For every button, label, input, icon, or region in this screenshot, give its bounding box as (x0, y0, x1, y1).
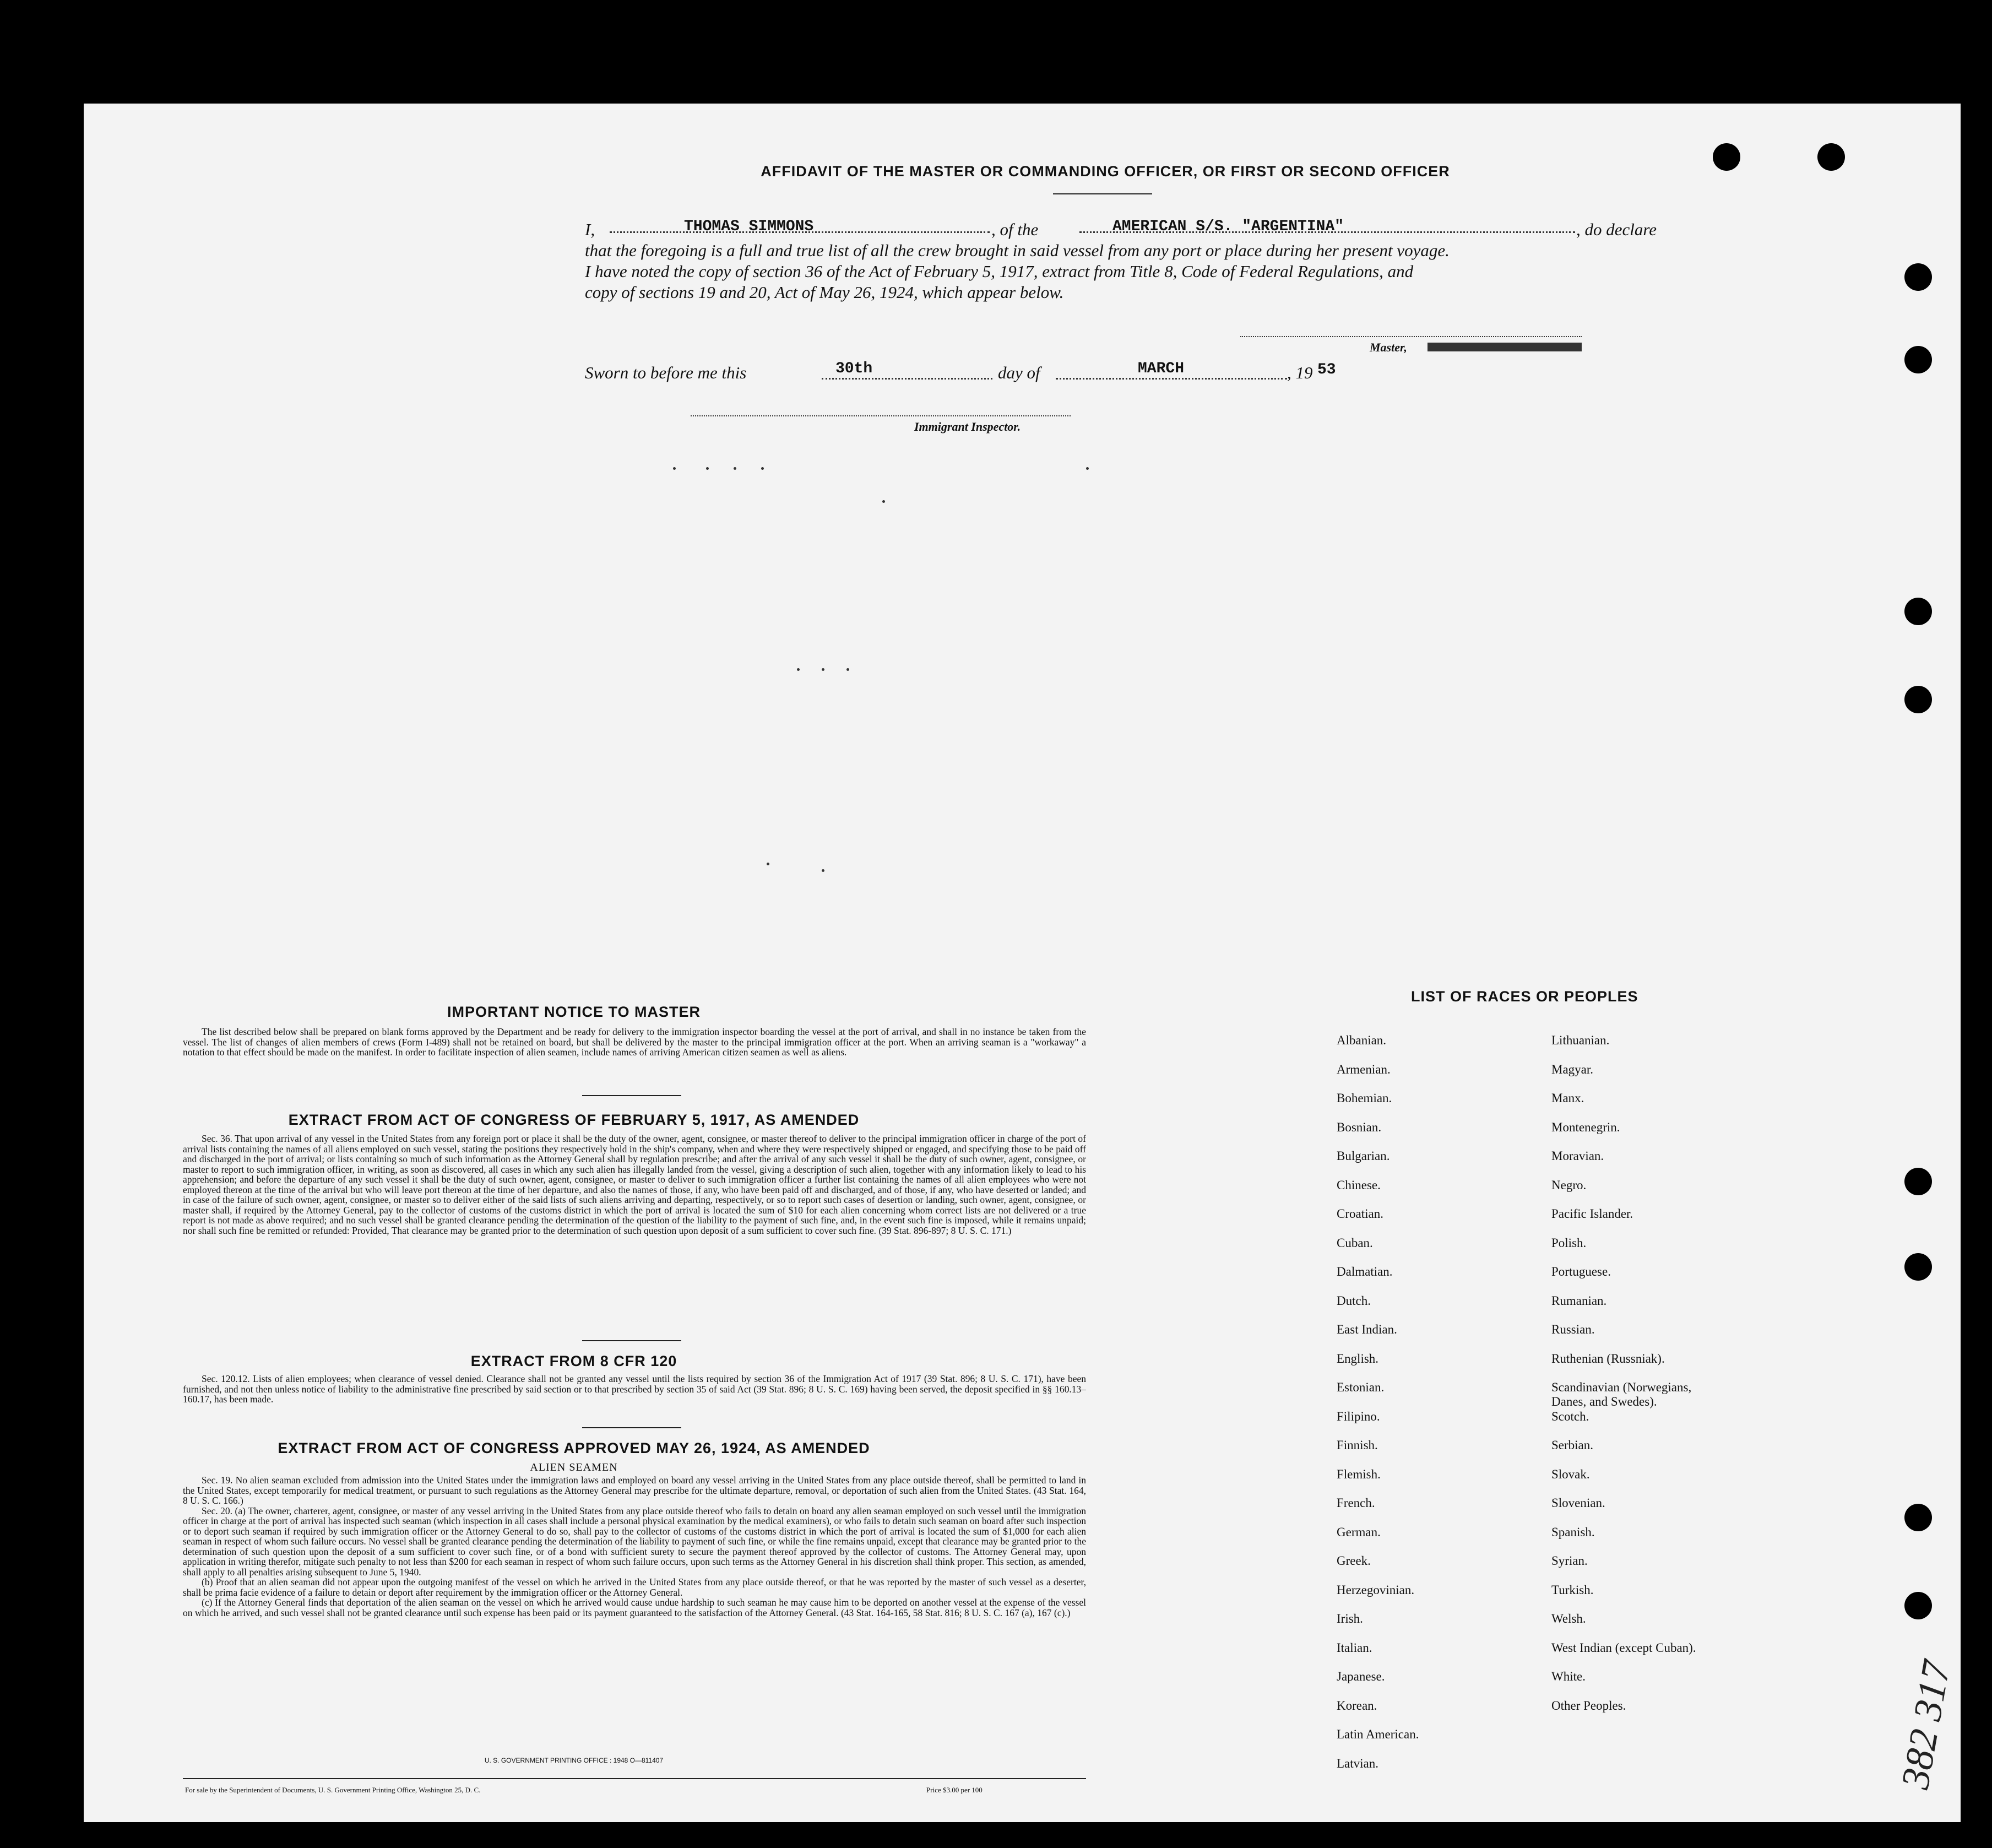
race-list-item: Negro. (1551, 1178, 1587, 1192)
punch-hole (1904, 1168, 1932, 1195)
extract-cfr-paragraph: Sec. 120.12. Lists of alien employees; when clearance of vessel denied. Clearance shall not be granted any vessel until the lists required by section 36 of the Immigration Act of 1917 (39 Stat. 896; 8 U. S. C. 171), have been furnished, and not then unless notice of liability to the administrative fine prescribed by said section or to that prescribed by section 35 of said Act (39 Stat. 896; 8 U. S. C. 169) having been served, the deposit specified in §§ 160.13–160.17, has been made. (183, 1373, 1086, 1405)
speck (822, 869, 824, 872)
sworn-label: Sworn to before me this (585, 363, 747, 382)
punch-hole (1904, 1592, 1932, 1619)
race-list-item: Slovak. (1551, 1467, 1590, 1481)
race-list-item: Welsh. (1551, 1612, 1586, 1625)
race-list-item: Portuguese. (1551, 1265, 1611, 1278)
punch-hole (1904, 1504, 1932, 1531)
race-list-item: Greek. (1337, 1554, 1371, 1568)
section-divider (582, 1340, 681, 1341)
speck (846, 668, 849, 671)
race-list-item: West Indian (except Cuban). (1551, 1640, 1696, 1655)
punch-hole (1904, 598, 1932, 625)
race-list-item: Japanese. (1337, 1670, 1385, 1683)
speck (761, 467, 764, 470)
race-list-item: Moravian. (1551, 1149, 1604, 1163)
speck (797, 668, 800, 671)
speck (767, 863, 769, 865)
notice-title: IMPORTANT NOTICE TO MASTER (447, 1004, 701, 1020)
notice-text (183, 1027, 1086, 1058)
race-list-item: Bosnian. (1337, 1120, 1382, 1134)
footer-price: Price $3.00 per 100 (926, 1786, 983, 1794)
speck (734, 467, 736, 470)
race-list-item: Montenegrin. (1551, 1120, 1620, 1134)
printing-office-line: U. S. GOVERNMENT PRINTING OFFICE : 1948 O—811407 (484, 1757, 664, 1764)
year-value: 53 (1317, 361, 1336, 378)
race-list-item: Bohemian. (1337, 1091, 1392, 1105)
punch-hole (1904, 1253, 1932, 1281)
extract-1917-text (183, 1134, 1086, 1235)
punch-hole (1817, 143, 1845, 171)
race-list-item: Scotch. (1551, 1409, 1589, 1423)
race-list-item: Dalmatian. (1337, 1265, 1393, 1278)
sec-20c-paragraph: (c) If the Attorney General finds that deportation of the alien seaman on the vessel on which he arrived would cause undue hardship to such seaman he may cause him to be deported on another vessel at the expense of the vessel on which he arrived, and such vessel shall not be granted clearance until such expense has been paid or its payment guaranteed to the satisfaction of the Attorney General. (43 Stat. 164-165, 58 Stat. 816; 8 U. S. C. 167 (a), 167 (c).) (183, 1597, 1086, 1618)
punch-hole (1904, 346, 1932, 373)
race-list-item: Croatian. (1337, 1207, 1383, 1221)
speck (882, 500, 885, 503)
year-prefix: , 19 (1287, 363, 1313, 382)
speck (1086, 467, 1089, 470)
race-list-item: Slovenian. (1551, 1496, 1605, 1510)
race-list-item: Polish. (1551, 1235, 1587, 1250)
race-list-item: Albanian. (1337, 1033, 1387, 1047)
race-list-item: Estonian. (1337, 1380, 1385, 1394)
race-list-item: Irish. (1337, 1612, 1363, 1625)
race-list-item: Dutch. (1337, 1293, 1371, 1308)
race-list-item: English. (1337, 1351, 1379, 1365)
master-signature-line (1240, 336, 1582, 337)
sec-19-paragraph: Sec. 19. No alien seaman excluded from admission into the United States under the immigration laws and employed on board any vessel arriving in the United States from any place outside thereof, shall be permitted to land in the United States, except temporarily for medical treatment, or pursuant to such regulations as the Attorney General may prescribe for the ultimate departure, removal, or deportation of such alien from the United States. (43 Stat. 164, 8 U. S. C. 166.) (183, 1475, 1086, 1506)
notice-paragraph: The list described below shall be prepared on blank forms approved by the Department and be ready for delivery to the immigration inspector boarding the vessel at the port of arrival, and shall in no instance be taken from the vessel. The list of changes of alien members of crews (Form I-489) shall not be retained on board, but shall be delivered by the master to the principal immigration officer at the port. When an arriving seaman is a "workaway" a notation to that effect should be made on the manifest. In order to facilitate inspection of alien seamen, include names of arriving American citizen seamen as well as aliens. (183, 1026, 1086, 1058)
race-list-item: Lithuanian. (1551, 1033, 1610, 1047)
race-list-item: Finnish. (1337, 1438, 1378, 1452)
handwritten-margin-note: 382 317 (1892, 1657, 1959, 1792)
speck (822, 668, 824, 671)
race-list-item: Magyar. (1551, 1062, 1594, 1076)
day-of-label: day of (998, 363, 1040, 382)
sec-20b-paragraph: (b) Proof that an alien seaman did not appear upon the outgoing manifest of the vessel on which he arrived in the United States from any place outside thereof, or that he was reported by the master of such vessel as a deserter, shall be prima facie evidence of a failure to detain or deport after requirement by the immigration officer or the Attorney General. (183, 1576, 1086, 1598)
race-list-item: Manx. (1551, 1091, 1584, 1105)
race-list-item: Turkish. (1551, 1583, 1594, 1597)
vessel-name-value: AMERICAN S/S. "ARGENTINA" (1112, 218, 1344, 235)
footer-sale-note: For sale by the Superintendent of Documents, U. S. Government Printing Office, Washington 25, D. C. (185, 1786, 481, 1794)
affidavit-title: AFFIDAVIT OF THE MASTER OR COMMANDING OFFICER, OR FIRST OR SECOND OFFICER (761, 163, 1450, 180)
races-title: LIST OF RACES OR PEOPLES (1411, 988, 1638, 1005)
extract-1924-text (183, 1475, 1086, 1618)
race-list-item: Rumanian. (1551, 1293, 1607, 1308)
punch-hole (1904, 686, 1932, 713)
day-field-line (822, 378, 992, 380)
race-list-item: Ruthenian (Russniak). (1551, 1351, 1665, 1365)
race-list-item: Flemish. (1337, 1467, 1381, 1481)
race-list-item: Scandinavian (Norwegians, (1551, 1380, 1692, 1394)
race-list-item: Bulgarian. (1337, 1149, 1390, 1163)
race-list-item: Korean. (1337, 1698, 1377, 1712)
race-list-item: Herzegovinian. (1337, 1583, 1415, 1597)
extract-cfr-title: EXTRACT FROM 8 CFR 120 (470, 1353, 677, 1369)
section-divider (582, 1095, 681, 1096)
race-list-item: Spanish. (1551, 1525, 1595, 1539)
struck-out-title (1427, 343, 1582, 351)
extract-1924-title: EXTRACT FROM ACT OF CONGRESS APPROVED MAY 26, 1924, AS AMENDED (278, 1440, 870, 1456)
race-list-item: Serbian. (1551, 1438, 1594, 1452)
title-rule (1053, 193, 1152, 194)
race-list-item: German. (1337, 1525, 1381, 1539)
race-list-item: Danes, and Swedes). (1551, 1395, 1657, 1408)
alien-seamen-subtitle: ALIEN SEAMEN (530, 1461, 618, 1473)
declaration-line-2: that the foregoing is a full and true list of all the crew brought in said vessel from any port or place during her present voyage. (585, 241, 1450, 260)
footer-rule (183, 1778, 1086, 1779)
master-name-value: THOMAS SIMMONS (684, 218, 814, 235)
race-list-item: Filipino. (1337, 1409, 1380, 1423)
race-list-item: East Indian. (1337, 1323, 1397, 1336)
section-divider (582, 1427, 681, 1428)
race-list-item: Latvian. (1337, 1756, 1378, 1770)
speck (706, 467, 709, 470)
extract-1917-title: EXTRACT FROM ACT OF CONGRESS OF FEBRUARY 5, 1917, AS AMENDED (288, 1112, 860, 1128)
race-list-item: Latin American. (1337, 1727, 1419, 1741)
race-list-item: Chinese. (1337, 1178, 1381, 1192)
day-value: 30th (835, 360, 873, 377)
punch-hole (1713, 143, 1740, 171)
of-the-label: , of the (991, 220, 1039, 239)
race-list-item: Italian. (1337, 1640, 1372, 1655)
punch-hole (1904, 263, 1932, 291)
race-list-item: White. (1551, 1670, 1586, 1683)
race-list-item: Russian. (1551, 1323, 1595, 1336)
sec-20a-paragraph: Sec. 20. (a) The owner, charterer, agent, consignee, or master of any vessel arriving in the United States from any place outside thereof who fails to detain on board any alien seaman employed on such vessel until the immigration officer in charge at the port of arrival has inspected such seaman (which inspection in all cases shall include a personal physical examination by the medical examiners), or who fails to detain such seaman on board after such inspection or to deport such seaman if required by such immigration officer or the Attorney General to do so, shall pay to the collector of customs of the customs district in which the port of arrival is located the sum of $1,000 for each alien seaman in respect of whom such failure occurs. No vessel shall be granted clearance pending the determination of the liability to payment of such fine, or while the fine remains unpaid, except that clearance may be granted prior to the determination of such question upon the deposit of a sum sufficient to cover such fine, or of a bond with sufficient surety to secure the payment thereof approved by the collector of customs. The Attorney General may, upon application in writing therefor, mitigate such penalty to not less than $200 for each seaman in respect of whom such failure occurs, upon such terms as the Attorney General in his discretion shall think proper. This section, as amended, shall apply to all penalties arising subsequent to June 5, 1940. (183, 1505, 1086, 1578)
master-label: Master, (1370, 340, 1407, 354)
inspector-signature-line (691, 415, 1071, 416)
race-list-item: Pacific Islander. (1551, 1207, 1633, 1221)
declaration-line-3: I have noted the copy of section 36 of the Act of February 5, 1917, extract from Title 8, Code of Federal Regulations, and (585, 262, 1414, 281)
race-list-item: Syrian. (1551, 1554, 1588, 1568)
race-list-item: Other Peoples. (1551, 1698, 1626, 1712)
extract-1917-paragraph: Sec. 36. That upon arrival of any vessel in the United States from any foreign port or place it shall be the duty of the owner, agent, consignee, or master thereof to deliver to the principal immigration officer in charge of the port of arrival lists containing the names of all aliens employed on such vessel, stating the positions they respectively hold in the ship's company, when and where they were respectively shipped or engaged, and specifying those to be paid off and discharged in the port of arrival; or lists containing so much of such information as the Attorney General shall by regulation prescribe; and after the arrival of any such vessel it shall be the duty of such owner, agent, consignee, or master to report to such immigration officer, in writing, as soon as discovered, all cases in which any such alien has illegally landed from the vessel, giving a description of such alien, together with any information likely to lead to his apprehension; and before the departure of any such vessel it shall be the duty of such owner, agent, consignee, or master to deliver to such immigration officer a further list containing the names of all alien employees who were not employed thereon at the time of the arrival but who will leave port thereon at the time of her departure, and also the names of those, if any, who have been paid off and discharged, and of those, if any, who have deserted or landed; and in case of the failure of such owner, agent, consignee, or master so to deliver either of the said lists of such aliens arriving and departing, respectively, or so to report such cases of desertion or landing, such owner, agent, consignee, or master shall, if required by the Attorney General, pay to the collector of customs of the customs district in which the port of arrival is located the sum of $10 for each alien concerning whom correct lists are not delivered or a true report is not made as above required; and no such vessel shall be granted clearance pending the determination of the question of the liability to the payment of such fine, and, in the event such fine is imposed, while it remains unpaid; nor shall such fine be remitted or refunded: Provided, That clearance may be granted prior to the determination of such question upon deposit of a sum sufficient to cover such fine. (39 Stat. 896-897; 8 U. S. C. 171.) (183, 1133, 1086, 1236)
do-declare-label: , do declare (1576, 220, 1657, 239)
race-list-item: Cuban. (1337, 1235, 1373, 1250)
speck (673, 467, 676, 470)
declaration-line-4: copy of sections 19 and 20, Act of May 26, 1924, which appear below. (585, 283, 1064, 302)
inspector-label: Immigrant Inspector. (914, 420, 1021, 433)
document-sheet (84, 104, 1961, 1822)
extract-cfr-text (183, 1374, 1086, 1405)
month-field-line (1056, 378, 1287, 380)
race-list-item: French. (1337, 1496, 1375, 1510)
month-value: MARCH (1138, 360, 1185, 377)
declaration-prefix: I, (585, 220, 595, 239)
race-list-item: Armenian. (1337, 1062, 1391, 1076)
